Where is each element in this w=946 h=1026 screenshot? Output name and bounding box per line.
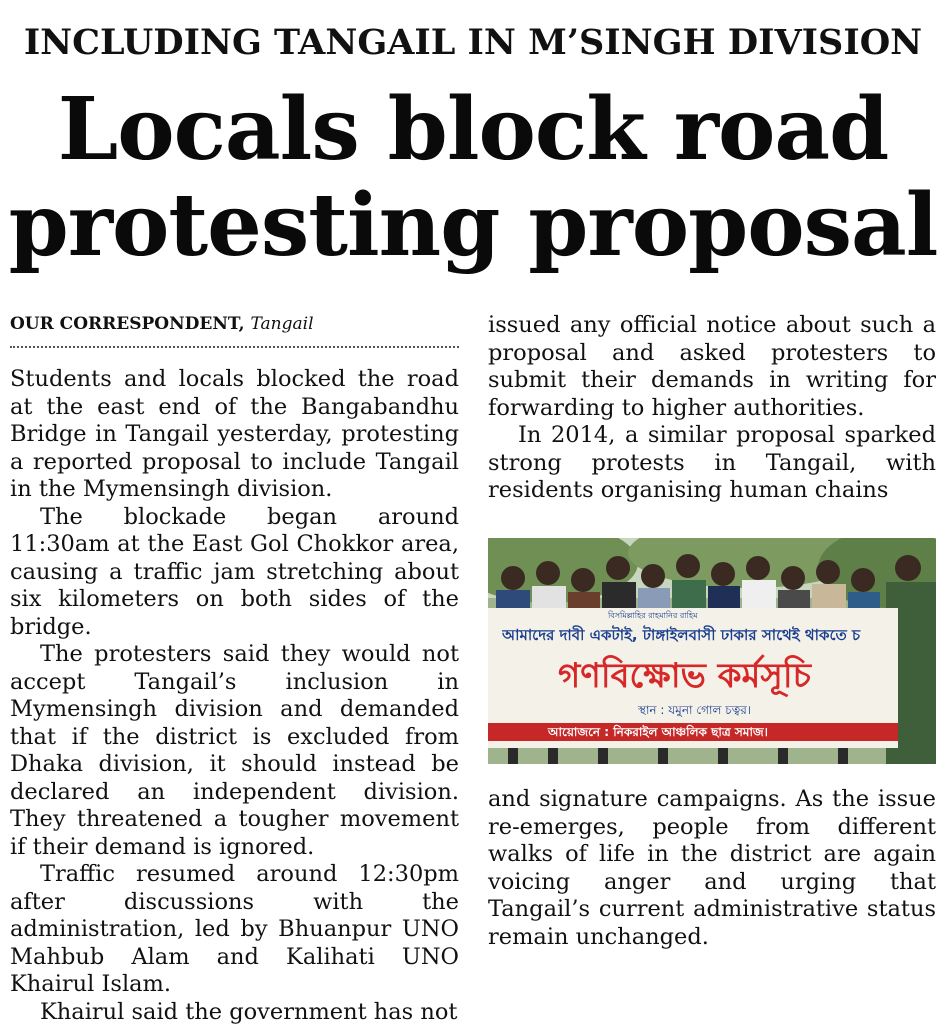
paragraph-5-start: Khairul said the government has not	[10, 999, 459, 1026]
banner-place: স্থান : যমুনা গোল চত্বর।	[638, 702, 751, 722]
paragraph-1: Students and locals blocked the road at the east end of the Bangabandhu Bridge in Tangail yesterday, protesting a reported proposal to include Tangail in the Mymensingh division.	[10, 366, 459, 504]
article-column-right-top	[488, 312, 936, 505]
headline-line-1: Locals block road	[0, 82, 946, 178]
kicker: INCLUDING TANGAIL IN M’SINGH DIVISION	[0, 22, 946, 63]
paragraph-6-continued: and signature campaigns. As the issue re-emerges, people from different walks of life in the district are again voicing anger and urging that Tangail’s current administrative status remain unchanged.	[488, 786, 936, 951]
banner-top-text: বিসমিল্লাহির রাহমানির রাহিম	[608, 610, 698, 623]
article-column-right-bottom	[488, 786, 936, 951]
paragraph-6-start: In 2014, a similar proposal sparked strong protests in Tangail, with residents organising human chains	[488, 422, 936, 505]
paragraph-4: Traffic resumed around 12:30pm after discussions with the administration, led by Bhuanpur UNO Mahbub Alam and Kalihati UNO Khairul Islam.	[10, 861, 459, 999]
banner-organizer: আয়োজনে : নিকরাইল আঞ্চলিক ছাত্র সমাজ।	[548, 724, 768, 744]
byline	[10, 314, 459, 348]
headline-line-2: protesting proposal	[0, 178, 946, 274]
banner-line-1: আমাদের দাবী একটাই, টাঙ্গাইলবাসী ঢাকার সাথেই থাকতে চ	[502, 624, 894, 649]
article-column-left	[10, 366, 459, 1026]
headline	[0, 82, 946, 274]
byline-location: Tangail	[251, 314, 314, 334]
news-photo	[488, 538, 936, 764]
paragraph-2: The blockade began around 11:30am at the East Gol Chokkor area, causing a traffic jam stretching about six kilometers on both sides of the bridge.	[10, 504, 459, 642]
paragraph-5-continued: issued any official notice about such a proposal and asked protesters to submit their demands in writing for forwarding to higher authorities.	[488, 312, 936, 422]
byline-author: OUR CORRESPONDENT,	[10, 314, 245, 334]
banner-title: গণবিক্ষোভ কর্মসূচি	[558, 650, 811, 707]
paragraph-3: The protesters said they would not accept Tangail’s inclusion in Mymensingh division and demanded that if the district is excluded from Dhaka division, it should instead be declared an independent division. They threatened a tougher movement if their demand is ignored.	[10, 641, 459, 861]
